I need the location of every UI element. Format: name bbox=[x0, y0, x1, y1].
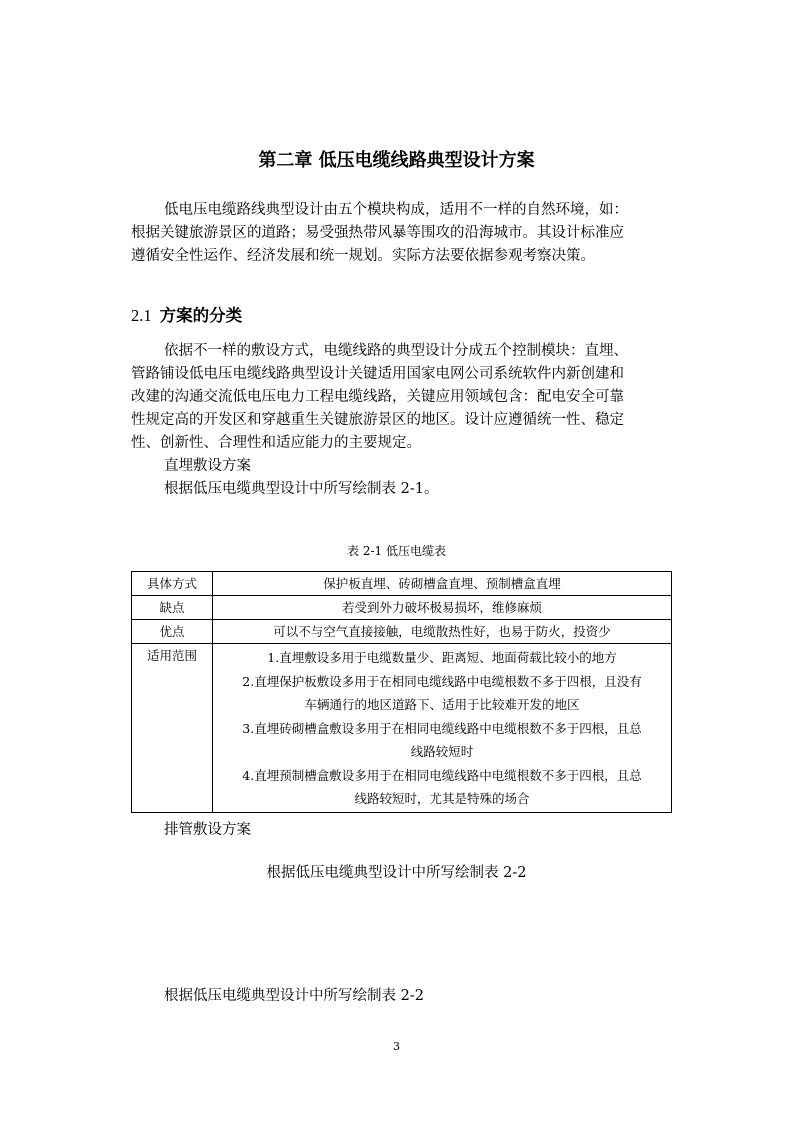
table-row bbox=[132, 596, 672, 620]
range-line: 车辆通行的地区道路下、适用于比较难开发的地区 bbox=[304, 697, 580, 712]
intro-paragraph bbox=[131, 199, 628, 268]
section-number: 2.1 bbox=[131, 306, 152, 325]
intro-line: 根据关键旅游景区的道路；易受强热带风暴等围攻的沿海城市。其设计标准应 bbox=[131, 225, 624, 241]
pipe-reference-centered: 根据低压电缆典型设计中所写绘制表 2-2 bbox=[266, 865, 527, 881]
pipe-reference: 根据低压电缆典型设计中所写绘制表 2-2 bbox=[164, 988, 424, 1004]
range-line: 2.直埋保护板敷设多用于在相同电缆线路中电缆根数不多于四根，且没有 bbox=[242, 673, 642, 689]
section-paragraph bbox=[131, 340, 628, 501]
chapter-title: 第二章 低压电缆线路典型设计方案 bbox=[258, 150, 535, 171]
row-key: 适用范围 bbox=[132, 644, 213, 813]
section-line: 性、创新性、合理性和适应能力的主要规定。 bbox=[131, 435, 421, 451]
section-line: 性规定高的开发区和穿越重生关键旅游景区的地区。设计应遵循统一性、稳定 bbox=[131, 412, 624, 428]
row-key: 缺点 bbox=[132, 596, 213, 620]
section-title: 方案的分类 bbox=[159, 306, 243, 325]
section-line: 改建的沟通交流低电压电力工程电缆线路，关键应用领域包含：配电安全可靠 bbox=[131, 389, 624, 405]
table-row bbox=[132, 620, 672, 644]
table-row bbox=[132, 644, 672, 813]
row-key: 优点 bbox=[132, 620, 213, 644]
section-line: 管路铺设低电压电缆线路典型设计关键适用国家电网公司系统软件内新创建和 bbox=[131, 366, 624, 382]
row-value: 可以不与空气直接接触，电缆散热性好，也易于防火，投资少 bbox=[213, 620, 672, 644]
range-line: 线路较短时，尤其是特殊的场合 bbox=[354, 791, 530, 806]
table-caption: 表 2-1 低压电缆表 bbox=[347, 544, 446, 558]
cable-table bbox=[131, 571, 672, 813]
row-value: 保护板直埋、砖砌槽盒直埋、预制槽盒直埋 bbox=[213, 572, 672, 596]
intro-line: 低电压电缆路线典型设计由五个模块构成，适用不一样的自然环境，如： bbox=[164, 202, 628, 218]
range-line: 4.直埋预制槽盒敷设多用于在相同电缆线路中电缆根数不多于四根，且总 bbox=[242, 767, 642, 783]
range-line: 3.直埋砖砌槽盒敷设多用于在相同电缆线路中电缆根数不多于四根，且总 bbox=[242, 720, 642, 736]
table-reference: 根据低压电缆典型设计中所写绘制表 2-1。 bbox=[164, 481, 439, 497]
section-line: 依据不一样的敷设方式，电缆线路的典型设计分成五个控制模块：直埋、 bbox=[164, 343, 628, 359]
table-row bbox=[132, 572, 672, 596]
range-line: 线路较短时 bbox=[410, 744, 474, 759]
range-line: 1.直埋敷设多用于电缆数量少、距离短、地面荷载比较小的地方 bbox=[267, 650, 617, 665]
pipe-heading: 排管敷设方案 bbox=[164, 822, 251, 838]
intro-line: 遵循安全性运作、经济发展和统一规划。实际方法要依据参观考察决策。 bbox=[131, 248, 595, 264]
sub-heading: 直埋敷设方案 bbox=[164, 458, 251, 474]
page-number: 3 bbox=[393, 1040, 400, 1053]
row-value-range bbox=[213, 644, 672, 813]
row-key: 具体方式 bbox=[132, 572, 213, 596]
row-value: 若受到外力破坏极易损坏，维修麻烦 bbox=[213, 596, 672, 620]
section-heading bbox=[131, 302, 242, 326]
